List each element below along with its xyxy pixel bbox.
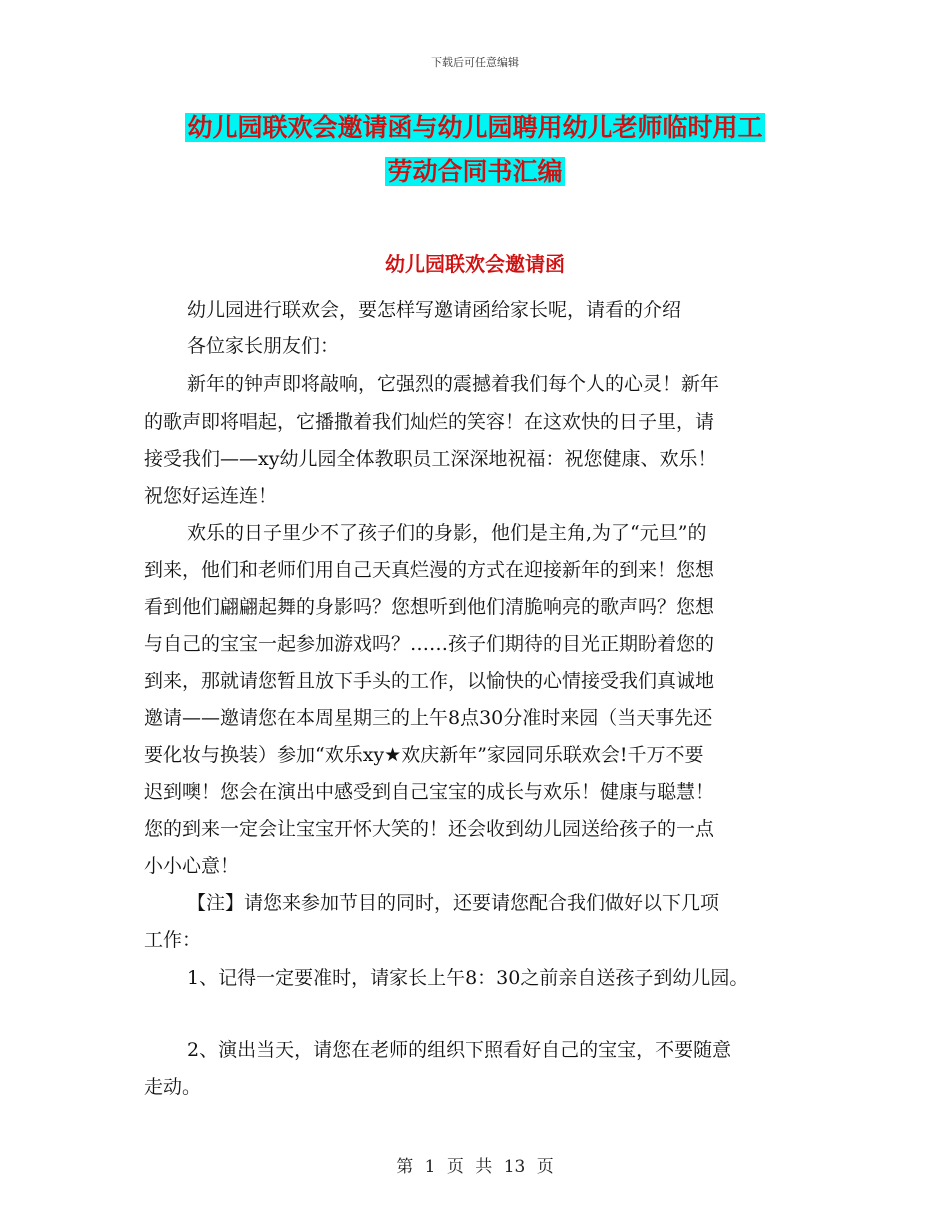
- body-line: 幼儿园进行联欢会，要怎样写邀请函给家长呢，请看的介绍: [187, 299, 682, 321]
- body-line: 欢乐的日子里少不了孩子们的身影，他们是主角,为了“元旦”的: [187, 522, 707, 544]
- body-line: 要化妆与换装）参加“欢乐xy★欢庆新年”家园同乐联欢会!千万不要: [144, 744, 704, 766]
- body-line: 工作：: [144, 929, 202, 951]
- section-title: 幼儿园联欢会邀请函: [385, 252, 565, 276]
- document-title-line-1: [0, 112, 950, 144]
- body-line: 小小心意！: [144, 855, 240, 877]
- header-note: 下载后可任意编辑: [431, 56, 519, 69]
- body-line: 邀请——邀请您在本周星期三的上午8点30分准时来园（当天事先还: [144, 707, 713, 729]
- body-line: 与自己的宝宝一起参加游戏吗？……孩子们期待的目光正期盼着您的: [144, 633, 715, 655]
- body-line: 新年的钟声即将敲响，它强烈的震撼着我们每个人的心灵！新年: [187, 373, 720, 395]
- body-line: 到来，那就请您暂且放下手头的工作，以愉快的心情接受我们真诚地: [144, 670, 715, 692]
- page-footer: 第 1 页 共 13 页: [396, 1157, 554, 1177]
- body-line: 祝您好运连连！: [144, 485, 278, 507]
- body-line: 各位家长朋友们：: [187, 335, 340, 357]
- body-line: 【注】请您来参加节目的同时，还要请您配合我们做好以下几项: [187, 892, 720, 914]
- body-line: 接受我们——xy幼儿园全体教职员工深深地祝福：祝您健康、欢乐！: [144, 448, 717, 470]
- body-line: 迟到噢！您会在演出中感受到自己宝宝的成长与欢乐！健康与聪慧！: [144, 781, 715, 803]
- body-line: 的歌声即将唱起，它播撒着我们灿烂的笑容！在这欢快的日子里，请: [144, 411, 715, 433]
- body-line: 您的到来一定会让宝宝开怀大笑的！还会收到幼儿园送给孩子的一点: [144, 818, 715, 840]
- title-highlight-1: 幼儿园联欢会邀请函与幼儿园聘用幼儿老师临时用工: [187, 113, 763, 142]
- document-title-line-2: [0, 156, 950, 188]
- title-highlight-2: 劳动合同书汇编: [387, 157, 563, 186]
- body-line: 看到他们翩翩起舞的身影吗？您想听到他们清脆响亮的歌声吗？您想: [144, 596, 715, 618]
- body-line: 1、记得一定要准时，请家长上午8：30之前亲自送孩子到幼儿园。: [187, 967, 749, 989]
- body-line: 到来，他们和老师们用自己天真烂漫的方式在迎接新年的到来！您想: [144, 559, 715, 581]
- body-line: 走动。: [144, 1076, 202, 1098]
- body-line: 2、演出当天，请您在老师的组织下照看好自己的宝宝，不要随意: [187, 1039, 732, 1061]
